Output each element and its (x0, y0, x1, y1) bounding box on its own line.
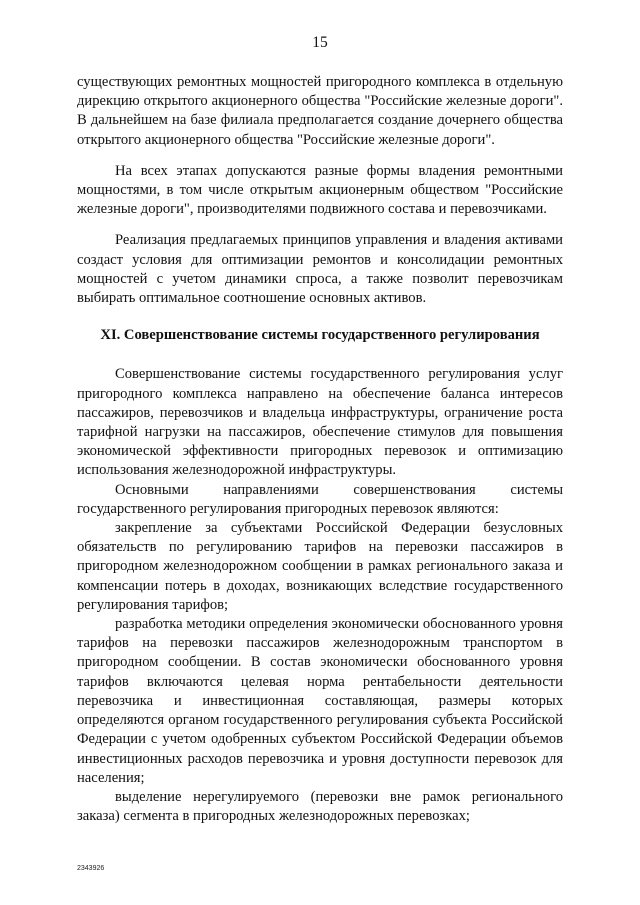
list-item: выделение нерегулируемого (перевозки вне рамок регионального заказа) сегмента в пригородных железнодорожных перевозках; (77, 788, 563, 825)
list-item: разработка методики определения экономически обоснованного уровня тарифов на перевозки пассажиров железнодорожным транспортом в пригородном сообщении. В состав экономически обоснованного уровня тарифов включаются целевая норма рентабельности деятельности перевозчика и инвестиционная составляющая, размеры которых определяются органом государственного регулирования субъекта Российской Федерации с учетом одобренных субъектом Российской Федерации объемов инвестиционных расходов перевозчика и уровня доступности перевозок для населения; (77, 616, 563, 786)
paragraph: На всех этапах допускаются разные формы владения ремонтными мощностями, в том числе открытым акционерным обществом "Российские железные дороги", производителями подвижного состава и перевозчиками. (77, 162, 563, 218)
paragraph: Основными направлениями совершенствования системы государственного регулирования пригородных перевозок являются: (77, 481, 563, 517)
paragraph: существующих ремонтных мощностей пригородного комплекса в отдельную дирекцию открытого акционерного общества "Российские железные дороги". В дальнейшем на базе филиала предполагается создание дочернего общества открытого акционерного общества "Российские железные дороги". (77, 74, 563, 148)
page-number: 15 (312, 34, 328, 51)
paragraph: Реализация предлагаемых принципов управления и владения активами создаст условия для оптимизации ремонтов и консолидации ремонтных мощностей с учетом динамики спроса, а также позволит перевозчикам выбирать оптимальное соотношение основных активов. (77, 232, 563, 307)
list-item: закрепление за субъектами Российской Федерации безусловных обязательств по регулированию тарифов на перевозки пассажиров в пригородном железнодорожном сообщении в рамках регионального заказа и компенсации потерь в доходах, возникающих вследствие государственного регулирования тарифов; (77, 520, 563, 613)
section-heading: XI. Совершенствование системы государственного регулирования (100, 327, 540, 344)
document-code: 2343926 (77, 865, 105, 872)
paragraph: Совершенствование системы государственного регулирования услуг пригородного комплекса направлено на обеспечение баланса интересов пассажиров, перевозчиков и владельца инфраструктуры, ограничение роста тарифной нагрузки на пассажиров, обеспечение стимулов для повышения экономической эффективности пригородных перевозок и оптимизацию использования железнодорожной инфраструктуры. (77, 366, 563, 479)
document-body (77, 73, 563, 826)
